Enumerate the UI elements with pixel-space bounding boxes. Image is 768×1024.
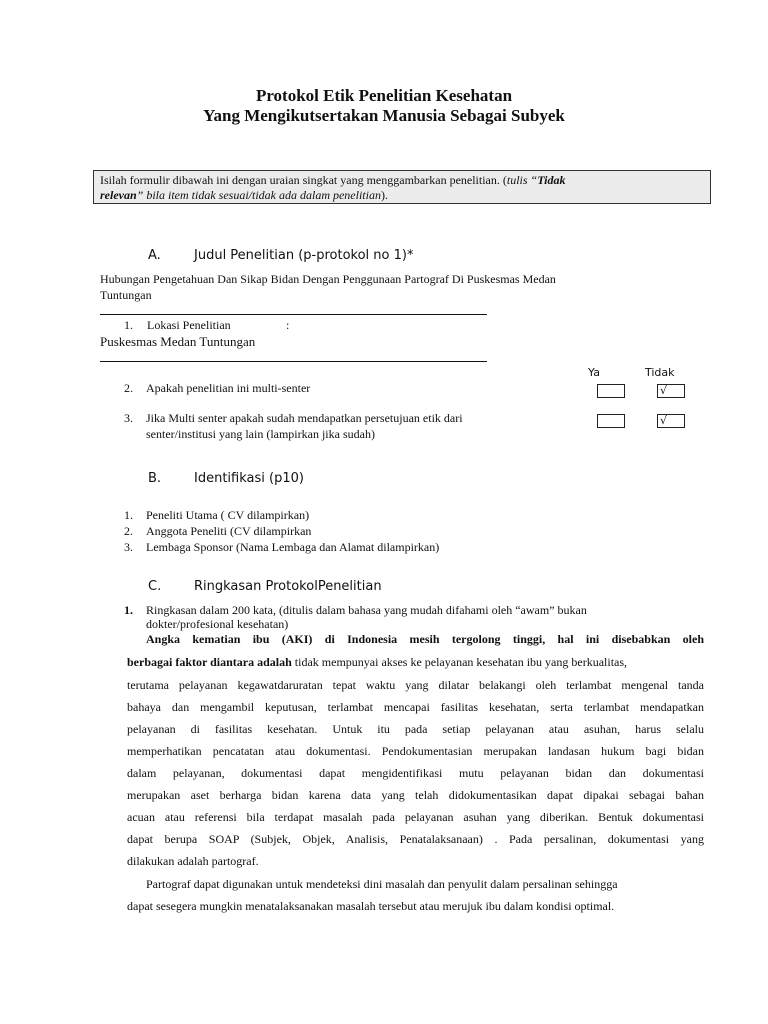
persetujuan-ya-checkbox[interactable]: [597, 414, 625, 428]
instruction-text-bold-italic-2: relevan: [100, 188, 137, 202]
paragraph-line: dalam pelayanan, dokumentasi dapat mengidentifikasi mutu pelayanan bidan dan dokumentasi: [127, 766, 704, 780]
column-ya: Ya: [588, 366, 600, 379]
section-b-heading: [148, 471, 548, 489]
identifikasi-item: Lembaga Sponsor (Nama Lembaga dan Alamat dilampirkan): [146, 540, 440, 554]
column-tidak: Tidak: [645, 366, 675, 379]
multisenter-tidak-checkbox[interactable]: √: [657, 384, 685, 398]
identifikasi-item: Anggota Peneliti (CV dilampirkan: [146, 524, 312, 538]
section-a-heading: [148, 248, 548, 266]
instruction-text-italic-2: ” bila item tidak sesuai/tidak ada dalam penelitian: [136, 188, 381, 202]
paragraph-line: bahaya dan mengambil keputusan, terlambat mencapai fasilitas kesehatan, serta terlambat mendapatkan: [127, 700, 704, 714]
section-c-heading: [148, 579, 548, 597]
persetujuan-label-line1: Jika Multi senter apakah sudah mendapatkan persetujuan etik dari: [146, 411, 463, 425]
section-c-title: Ringkasan ProtokolPenelitian: [194, 579, 382, 594]
paragraph-line: Angka kematian ibu (AKI) di Indonesia mesih tergolong tinggi, hal ini disebabkan oleh: [146, 632, 704, 646]
section-b-letter: B.: [148, 471, 162, 486]
identifikasi-item-number: 3.: [124, 540, 133, 554]
lokasi-label: Lokasi Penelitian: [147, 318, 231, 332]
section-c-letter: C.: [148, 579, 162, 594]
paragraph-line: dilakukan adalah partograf.: [127, 854, 259, 868]
instruction-text: Isilah formulir dibawah ini dengan uraian singkat yang menggambarkan penelitian. (: [100, 173, 507, 187]
paragraph-line: acuan atau referensi bila terdapat masalah pada pelayanan asuhan yang diberikan. Bentuk dokumentasi: [127, 810, 704, 824]
instruction-text-end: ).: [380, 188, 388, 202]
lokasi-colon: :: [286, 318, 290, 332]
ringkasan-label-line1: Ringkasan dalam 200 kata, (ditulis dalam bahasa yang mudah difahami oleh “awam” bukan: [146, 603, 587, 617]
persetujuan-tidak-checkbox[interactable]: √: [657, 414, 685, 428]
multisenter-ya-checkbox[interactable]: [597, 384, 625, 398]
section-b-title: Identifikasi (p10): [194, 471, 304, 486]
lokasi-underline: [100, 361, 487, 362]
persetujuan-number: 3.: [124, 411, 133, 425]
judul-underline: [100, 314, 487, 315]
paragraph-line: pelayanan di fasilitas kesehatan. Untuk itu pada setiap pelayanan atau asuhan, harus selalu: [127, 722, 704, 736]
paragraph-text: tidak mempunyai akses ke pelayanan kesehatan ibu yang berkualitas,: [291, 655, 628, 669]
persetujuan-label-line2: senter/institusi yang lain (lampirkan jika sudah): [146, 427, 375, 441]
document-title-line1: Protokol Etik Penelitian Kesehatan: [255, 86, 513, 105]
paragraph-line: merupakan aset berharga bidan karena data yang telah didokumentasikan dapat dipakai sebagai bahan: [127, 788, 704, 802]
paragraph-line: Partograf dapat digunakan untuk mendeteksi dini masalah dan penyulit dalam persalinan sehingga: [146, 877, 618, 891]
section-a-letter: A.: [148, 248, 161, 263]
paragraph-line: dapat sesegera mungkin menatalaksanakan masalah tersebut atau merujuk ibu dalam kondisi optimal.: [127, 899, 615, 913]
judul-text-line1: Hubungan Pengetahuan Dan Sikap Bidan Dengan Penggunaan Partograf Di Puskesmas Medan: [100, 272, 556, 286]
multisenter-number: 2.: [124, 381, 133, 395]
identifikasi-item-number: 2.: [124, 524, 133, 538]
ringkasan-label-line2: dokter/profesional kesehatan): [146, 617, 289, 631]
section-a-title: Judul Penelitian (p-protokol no 1)*: [194, 248, 414, 263]
multisenter-label: Apakah penelitian ini multi-senter: [146, 381, 311, 395]
paragraph-line: memperhatikan pencatatan atau dokumentasi. Pendokumentasian merupakan landasan hukum bagi bidan: [127, 744, 704, 758]
instruction-text-bold-italic: Tidak: [537, 173, 566, 187]
lokasi-number: 1.: [124, 318, 133, 332]
identifikasi-item-number: 1.: [124, 508, 133, 522]
judul-text-line2: Tuntungan: [100, 288, 152, 302]
identifikasi-item: Peneliti Utama ( CV dilampirkan): [146, 508, 310, 522]
ringkasan-number: 1.: [124, 603, 133, 617]
paragraph-line: [127, 655, 627, 670]
instruction-box: [93, 170, 711, 204]
paragraph-line: terutama pelayanan kegawatdaruratan tepat waktu yang dilatar belakangi oleh terlambat mengenal tanda: [127, 678, 704, 692]
paragraph-bold-phrase: berbagai faktor diantara adalah: [127, 655, 292, 669]
instruction-text-italic: tulis “: [506, 173, 538, 187]
paragraph-line: dapat berupa SOAP (Subjek, Objek, Analisis, Penatalaksanaan) . Pada persalinan, dokumentasi yang: [127, 832, 704, 846]
document-title-line2: Yang Mengikutsertakan Manusia Sebagai Subyek: [203, 106, 565, 125]
lokasi-value: Puskesmas Medan Tuntungan: [100, 334, 256, 349]
